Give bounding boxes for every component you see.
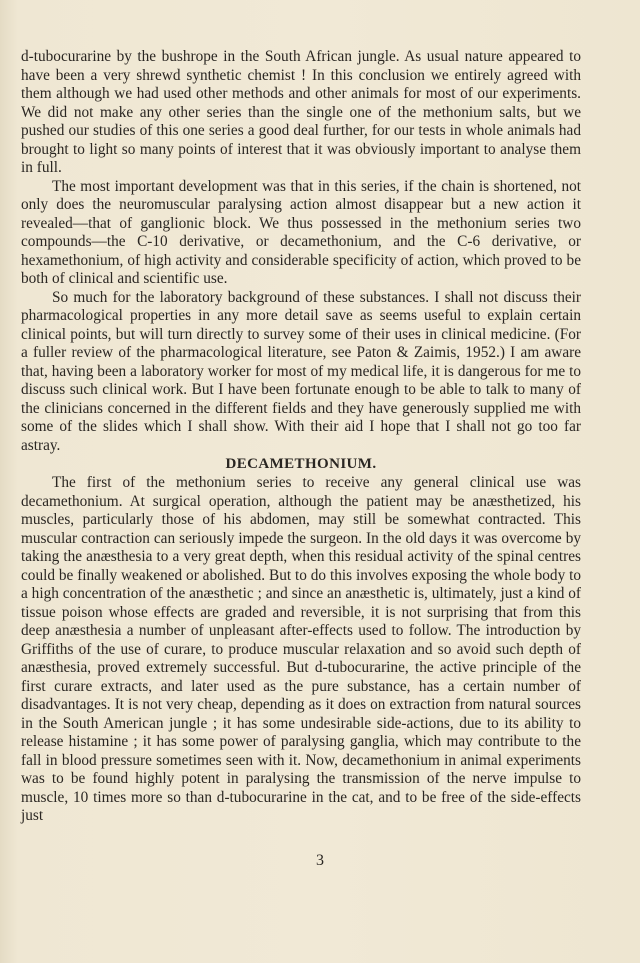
paragraph-2: The most important development was that in this series, if the chain is shortened, not only does the neuromuscular paralysing action almost disappear but a new action it revealed—that of ganglionic block. We thus possessed in the methonium series two compounds—the C-10 derivative, or decamethonium, and the C-6 derivative, or hexamethonium, of high activity and considerable specificity of action, which proved to be both of clinical and scientific use. [21,177,581,287]
paragraph-1: d-tubocurarine by the bushrope in the South African jungle. As usual nature appeared to have been a very shrewd synthetic chemist ! In this conclusion we entirely agreed with them although we had used other methods and other animals for most of our experiments. We did not make any other series than the single one of the methonium salts, but we pushed our studies of this one series a good deal further, for our tests in whole animals had brought to light so many points of interest that it was obviously important to analyse them in full. [21,48,581,176]
page-number: 3 [316,852,324,869]
section-heading: DECAMETHONIUM. [225,456,377,472]
paragraph-3: So much for the laboratory background of these substances. I shall not discuss their pharmacological properties in any more detail save as seems useful to explain certain clinical points, but will turn directly to survey some of their uses in clinical medicine. (For a fuller review of the pharmacological literature, see Paton & Zaimis, 1952.) I am aware that, having been a laboratory worker for most of my medical life, it is dangerous for me to discuss such clinical work. But I have been fortunate enough to be able to talk to many of the clinicians concerned in the different fields and they have generously supplied me with some of the slides which I shall show. With their aid I hope that I shall not go too far astray. [21,288,581,454]
body-text [21,48,581,826]
paragraph-4: The first of the methonium series to receive any general clinical use was decamethonium. At surgical operation, although the patient may be anæsthetized, his muscles, particularly those of his abdomen, may still be somewhat contracted. This muscular contraction can seriously impede the surgeon. In the old days it was overcome by taking the anæsthesia to a very great depth, when this residual activity of the spinal centres could be finally weakened or abolished. But to do this involves exposing the whole body to a high concentration of the anæsthetic ; and since an anæsthetic is, ultimately, just a kind of tissue poison whose effects are graded and reversible, it is not surprising that from this deep anæsthesia a number of unpleasant after-effects used to follow. The introduction by Griffiths of the use of curare, to produce muscular relaxation and so avoid such depth of anæsthesia, proved extremely successful. But d-tubocurarine, the active principle of the first curare extracts, and later used as the pure substance, has a certain number of disadvantages. It is not very cheap, depending as it does on extraction from natural sources in the South American jungle ; it has some undesirable side-actions, due to its ability to release histamine ; it has some power of paralysing ganglia, which may contribute to the fall in blood pressure sometimes seen with it. Now, decamethonium in animal experiments was to be found highly potent in paralysing the transmission of the nerve impulse to muscle, 10 times more so than d-tubocurarine in the cat, and to be free of the side-effects just [21,474,581,824]
